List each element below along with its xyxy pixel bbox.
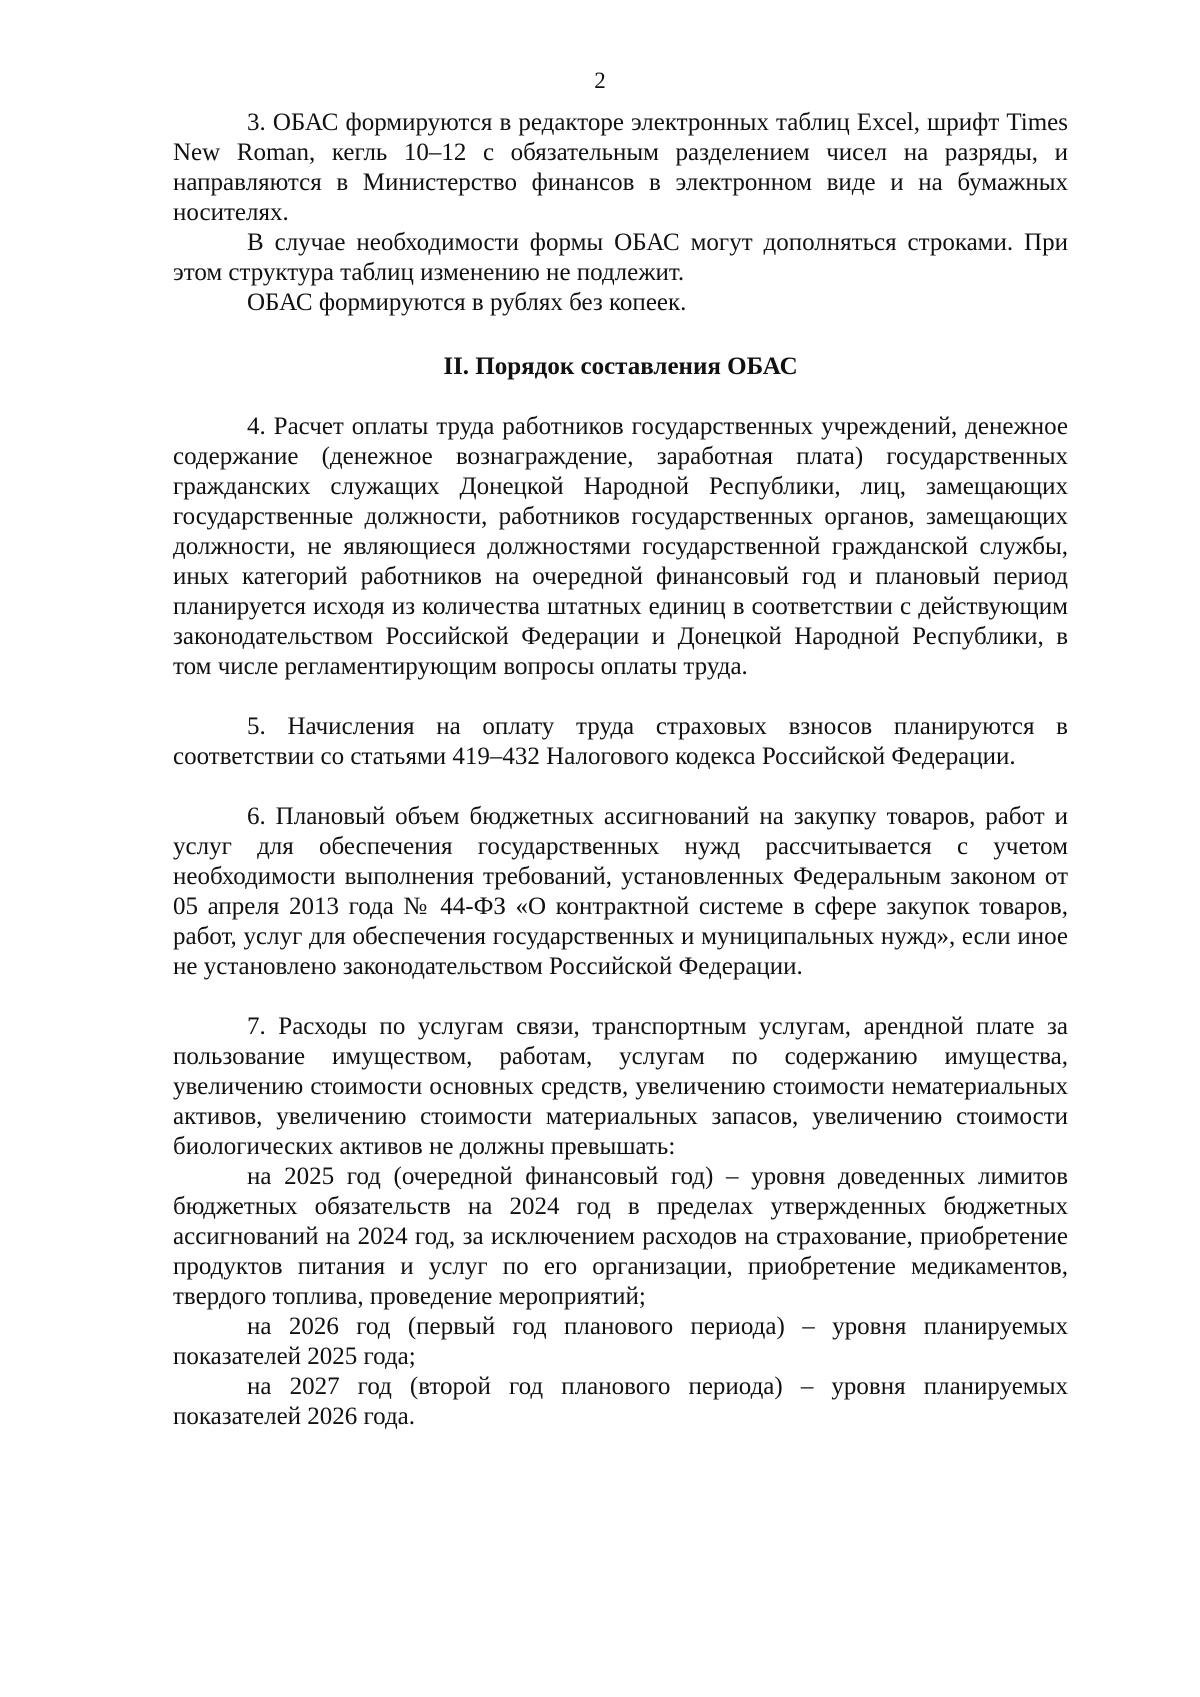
paragraph-6: 6. Плановый объем бюджетных ассигнований на закупку товаров, работ и услуг для обеспечения государственных нужд рассчитывается с учетом необходимости выполнения требований, установленных Федеральным законом от 05 апреля 2013 года № 44-ФЗ «О контрактной системе в сфере закупок товаров, работ, услуг для обеспечения государственных и муниципальных нужд», если иное не установлено законодательством Российской Федерации.	[173, 803, 1068, 980]
paragraph-5: 5. Начисления на оплату труда страховых взносов планируются в соответствии со статьями 419–432 Налогового кодекса Российской Федерации.	[173, 713, 1068, 770]
document-body	[173, 108, 1068, 1432]
paragraph-7: 7. Расходы по услугам связи, транспортным услугам, арендной плате за пользование имуществом, работам, услугам по содержанию имущества, увеличению стоимости основных средств, увеличению стоимости нематериальных активов, увеличению стоимости материальных запасов, увеличению стоимости биологических активов не должны превышать:	[173, 1013, 1068, 1160]
paragraph-3-currency: ОБАС формируются в рублях без копеек.	[247, 289, 687, 316]
paragraph-7-year-2027: на 2027 год (второй год планового периода) – уровня планируемых показателей 2026 года.	[173, 1373, 1068, 1430]
paragraph-7-year-2026: на 2026 год (первый год планового периода) – уровня планируемых показателей 2025 года;	[173, 1313, 1068, 1370]
section-heading: II. Порядок составления ОБАС	[443, 353, 798, 380]
paragraph-3-additional-rows: В случае необходимости формы ОБАС могут дополняться строками. При этом структура таблиц изменению не подлежит.	[173, 229, 1068, 286]
paragraph-7-year-2025: на 2025 год (очередной финансовый год) – уровня доведенных лимитов бюджетных обязательств на 2024 год в пределах утвержденных бюджетных ассигнований на 2024 год, за исключением расходов на страхование, приобретение продуктов питания и услуг по его организации, приобретение медикаментов, твердого топлива, проведение мероприятий;	[173, 1163, 1068, 1310]
paragraph-4: 4. Расчет оплаты труда работников государственных учреждений, денежное содержание (денежное вознаграждение, заработная плата) государственных гражданских служащих Донецкой Народной Республики, лиц, замещающих государственные должности, работников государственных органов, замещающих должности, не являющиеся должностями государственной гражданской службы, иных категорий работников на очередной финансовый год и плановый период планируется исходя из количества штатных единиц в соответствии с действующим законодательством Российской Федерации и Донецкой Народной Республики, в том числе регламентирующим вопросы оплаты труда.	[173, 413, 1068, 680]
paragraph-3: 3. ОБАС формируются в редакторе электронных таблиц Excel, шрифт Times New Roman, кегль 10–12 с обязательным разделением чисел на разряды, и направляются в Министерство финансов в электронном виде и на бумажных носителях.	[173, 109, 1068, 226]
page-number: 2	[594, 68, 606, 93]
